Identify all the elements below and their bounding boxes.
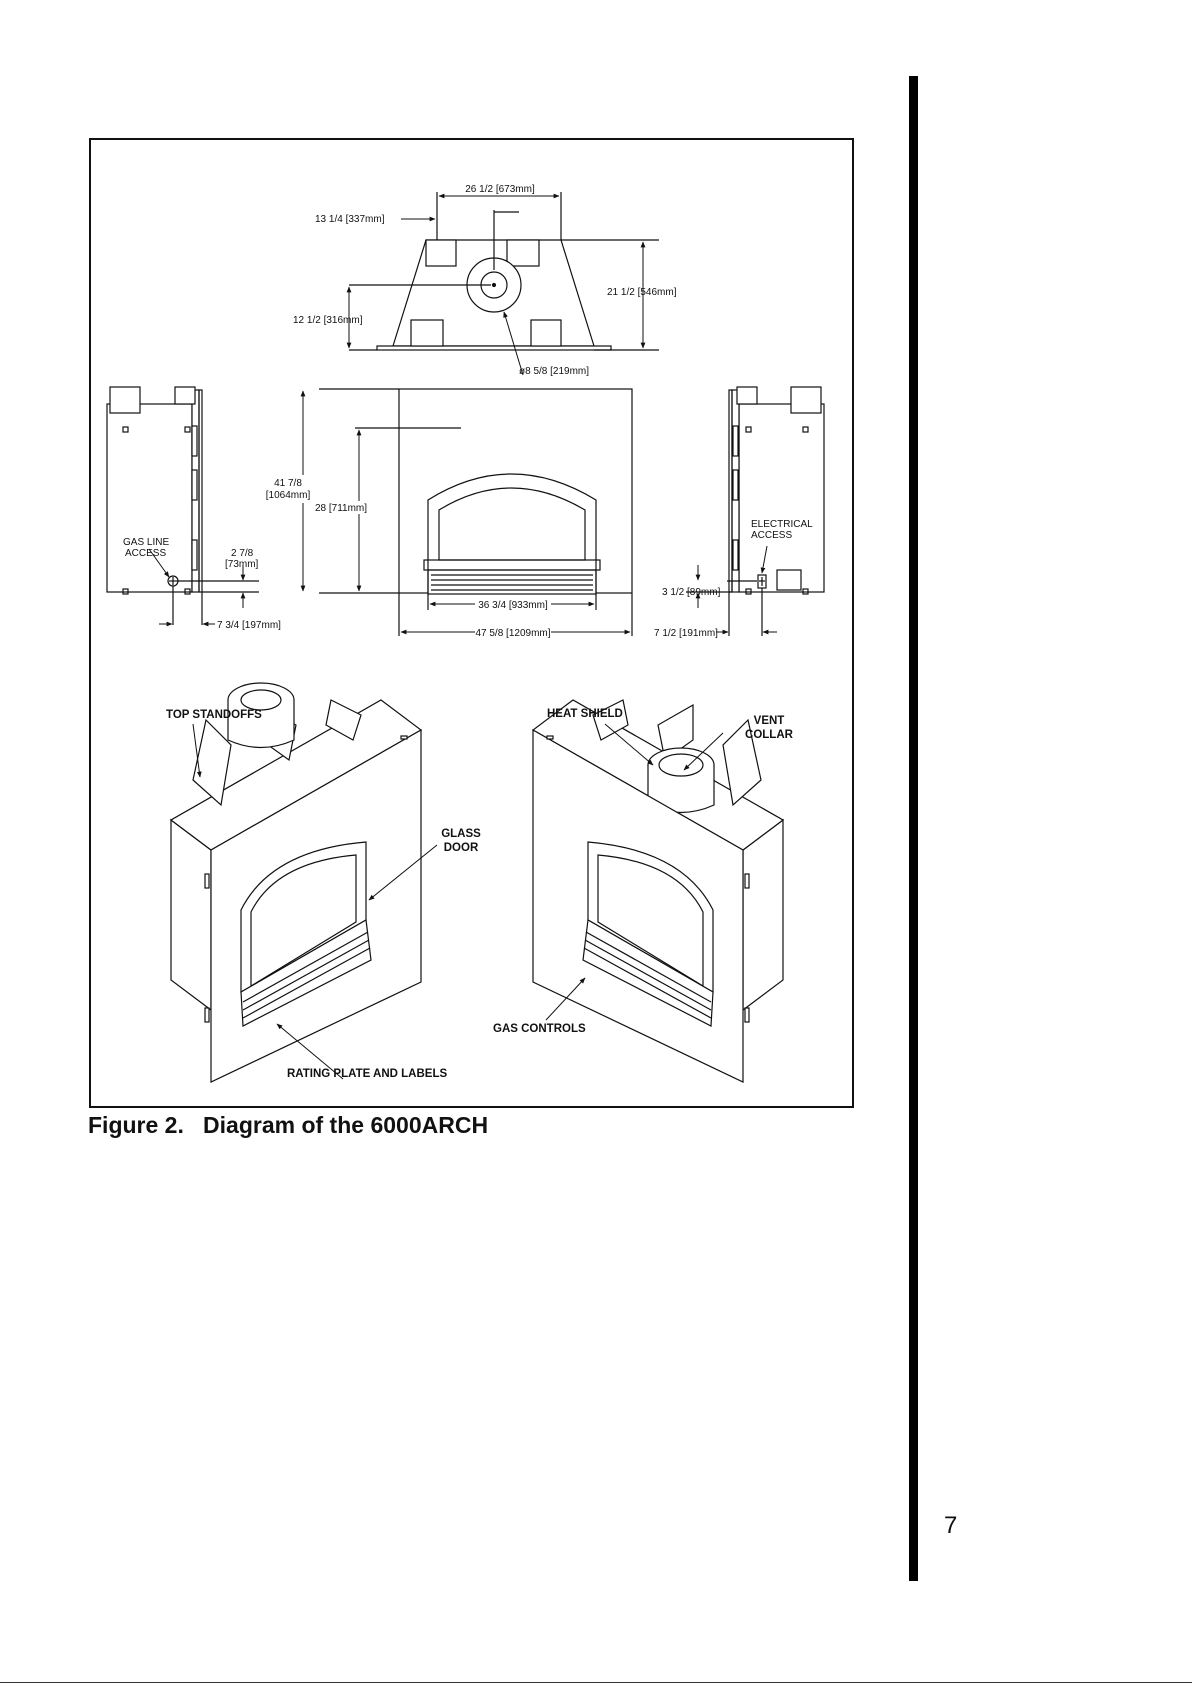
dim-top-width: 26 1/2 [673mm] (465, 184, 535, 195)
callout-gas-line-access-b: ACCESS (125, 548, 167, 559)
callout-gas-line-access-a: GAS LINE (123, 537, 170, 548)
standoff-top-right (507, 240, 539, 266)
right-side-view (686, 387, 824, 636)
dim-gas-height-b: [73mm] (225, 559, 259, 570)
dim-overall-height-b: [1064mm] (265, 490, 311, 501)
arched-door-outline (428, 474, 596, 595)
callout-glass-door-b: DOOR (443, 842, 479, 854)
dim-elec-offset: 7 1/2 [191mm] (654, 628, 718, 639)
figure-caption-number: Figure 2. (88, 1112, 184, 1138)
fireplace-diagram (91, 140, 852, 1106)
dim-overall-height-a: 41 7/8 (274, 478, 302, 489)
figure-caption (88, 1112, 488, 1139)
dim-top-depth: 21 1/2 [546mm] (607, 287, 677, 298)
callout-vent-collar-a: VENT (753, 715, 785, 727)
page-number: 7 (944, 1512, 958, 1539)
dim-collar-depth: 12 1/2 [316mm] (293, 315, 363, 326)
dim-collar-diameter: ø8 5/8 [219mm] (519, 366, 590, 377)
callout-electrical-access-a: ELECTRICAL (751, 519, 813, 530)
bottom-rule (0, 1682, 1192, 1683)
dim-elec-height: 3 1/2 [89mm] (662, 587, 721, 598)
dim-top-half-width: 13 1/4 [337mm] (315, 214, 385, 225)
figure-frame (89, 138, 854, 1108)
left-side-view (107, 387, 259, 625)
top-view (349, 192, 659, 350)
side-rule (909, 76, 918, 1581)
callout-vent-collar-b: COLLAR (745, 729, 793, 741)
dim-overall-width: 47 5/8 [1209mm] (475, 628, 551, 639)
callout-heat-shield: HEAT SHIELD (547, 708, 623, 720)
callout-rating-plate: RATING PLATE AND LABELS (287, 1068, 448, 1080)
dim-gas-offset: 7 3/4 [197mm] (217, 620, 281, 631)
figure-caption-title: Diagram of the 6000ARCH (203, 1112, 489, 1138)
dim-opening-height: 28 [711mm] (314, 503, 368, 514)
dim-opening-width: 36 3/4 [933mm] (478, 600, 548, 611)
dim-gas-height-a: 2 7/8 (231, 548, 254, 559)
left-isometric-view (171, 683, 421, 1082)
callout-glass-door-a: GLASS (441, 828, 481, 840)
standoff-top-left (426, 240, 456, 266)
callout-top-standoffs: TOP STANDOFFS (166, 709, 262, 721)
callout-electrical-access-b: ACCESS (751, 530, 793, 541)
callout-gas-controls: GAS CONTROLS (493, 1023, 586, 1035)
